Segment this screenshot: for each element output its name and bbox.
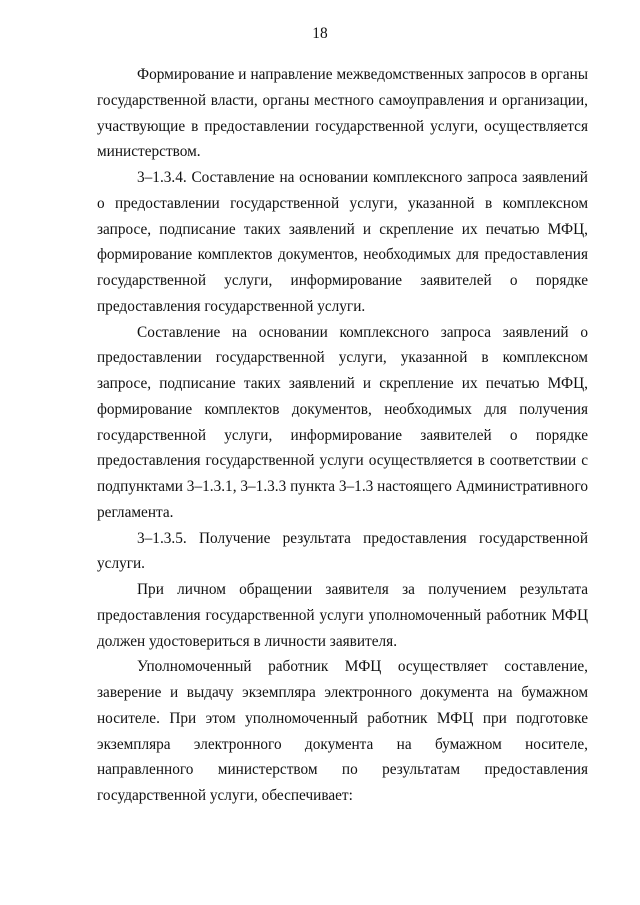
paragraph-authorized-employee: Уполномоченный работник МФЦ осуществляет составление, заверение и выдачу экземпляра электронного документа на бумажном носителе. При этом уполномоченный работник МФЦ при подготовке экземпляра электронного документа на бумажном носителе, направленного министерством по результатам предоставления государственной услуги, обеспечивает: <box>97 658 588 804</box>
document-body <box>97 62 588 809</box>
paragraph-compilation-procedure: Составление на основании комплексного запроса заявлений о предоставлении государственной услуги, указанной в комплексном запросе, подписание таких заявлений и скрепление их печатью МФЦ, формирование комплектов документов, необходимых для получения государственной услуги, информирование заявителей о порядке предоставления государственной услуги осуществляется в соответствии с подпунктами 3–1.3.1, 3–1.3.3 пункта 3–1.3 настоящего Административного регламента. <box>97 323 588 521</box>
paragraph-personal-appeal: При личном обращении заявителя за получением результата предоставления государственной услуги уполномоченный работник МФЦ должен удостовериться в личности заявителя. <box>97 581 588 650</box>
paragraph-section-3-1-3-5: 3–1.3.5. Получение результата предоставления государственной услуги. <box>97 529 588 573</box>
paragraph-interagency-requests: Формирование и направление межведомственных запросов в органы государственной власти, органы местного самоуправления и организации, участвующие в предоставлении государственной услуги, осуществляется министерством. <box>97 66 588 161</box>
page-number: 18 <box>312 25 328 42</box>
paragraph-section-3-1-3-4: 3–1.3.4. Составление на основании комплексного запроса заявлений о предоставлении государственной услуги, указанной в комплексном запросе, подписание таких заявлений и скрепление их печатью МФЦ, формирование комплектов документов, необходимых для предоставления государственной услуги, информирование заявителей о порядке предоставления государственной услуги. <box>97 169 588 315</box>
